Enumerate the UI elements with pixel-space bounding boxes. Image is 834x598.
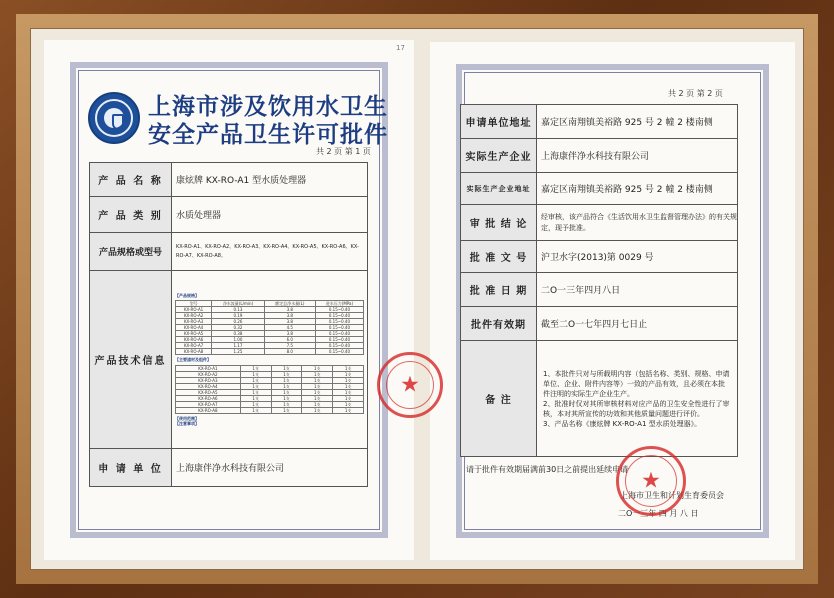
table-row: KX-RO-A1 0.13 3.8 0.15~0.40 (176, 307, 364, 313)
remark-item: 1、本批件只对与所载明内容（包括名称、类别、规格、申请单位、企业、附件内容等）一致的产品有效，且必须在本批件注明的实际生产企业生产。 (543, 369, 730, 398)
table-row: KX-RO-A7 1支 1支 1支 1支 (176, 401, 364, 407)
certificate-table-1 (89, 162, 368, 487)
row-label: 申 请 单 位 (90, 449, 172, 487)
table-row (461, 273, 738, 307)
remark-item: 3、产品名称《康炫牌 KX-RO-A1 型水质处理器》。 (543, 419, 702, 428)
table-row (90, 163, 368, 197)
table-row (461, 173, 738, 205)
document-title-line1: 上海市涉及饮用水卫生 (148, 93, 388, 120)
page-number-1: 共 2 页 第 1 页 (316, 147, 371, 156)
issue-date: 二O一三年 四 月 八 日 (618, 509, 699, 518)
table-row (461, 205, 738, 241)
official-seal-stamp: ★ (377, 352, 443, 418)
table-row: KX-RO-A3 1支 1支 1支 1支 (176, 377, 364, 383)
handwritten-note: 17 (396, 44, 405, 52)
row-label: 产 品 名 称 (90, 163, 172, 197)
row-label: 实际生产企业地址 (461, 173, 537, 205)
row-value: 康炫牌 KX-RO-A1 型水质处理器 (172, 163, 368, 197)
row-label: 备 注 (461, 341, 537, 457)
row-label: 申请单位地址 (461, 105, 537, 139)
row-label: 审 批 结 论 (461, 205, 537, 241)
row-value: 上海康伴净水科技有限公司 (172, 449, 368, 487)
tech-heading: 【注意事项】 (175, 421, 199, 426)
row-label: 批 准 日 期 (461, 273, 537, 307)
table-row: KX-RO-A4 0.32 4.5 0.15~0.40 (176, 325, 364, 331)
table-row: KX-RO-A6 1支 1支 1支 1支 (176, 395, 364, 401)
table-row: KX-RO-A4 1支 1支 1支 1支 (176, 383, 364, 389)
table-row (461, 139, 738, 173)
document-title-line2: 安全产品卫生许可批件 (148, 121, 388, 148)
tech-heading: 【使用范围】 (175, 415, 199, 421)
table-row: KX-RO-A1 1支 1支 1支 1支 (176, 365, 364, 371)
row-label: 实际生产企业 (461, 139, 537, 173)
row-label: 产品规格或型号 (90, 233, 172, 271)
row-value: 沪卫水字(2013)第 0029 号 (537, 241, 738, 273)
page-number-2: 共 2 页 第 2 页 (668, 89, 723, 98)
table-row: KX-RO-A2 0.19 3.8 0.15~0.40 (176, 313, 364, 319)
table-row (461, 341, 738, 457)
row-label: 批 准 文 号 (461, 241, 537, 273)
official-seal-stamp: ★ (616, 446, 686, 516)
row-value: 上海康伴净水科技有限公司 (537, 139, 738, 173)
health-commission-emblem-icon (88, 92, 140, 144)
row-value: KX-RO-A1、KX-RO-A2、KX-RO-A3、KX-RO-A4、KX-RO-A5、KX-RO-A6、KX-RO-A7、KX-RO-A8。 (172, 233, 368, 271)
table-row (461, 105, 738, 139)
table-row: KX-RO-A8 1支 1支 1支 1支 (176, 407, 364, 413)
table-row (461, 241, 738, 273)
row-value: 经审核，该产品符合《生活饮用水卫生监督管理办法》的有关规定，现予批准。 (537, 205, 738, 241)
table-row (90, 197, 368, 233)
table-row: KX-RO-A3 0.26 3.8 0.15~0.40 (176, 319, 364, 325)
table-row: KX-RO-A8 1.25 8.0 0.15~0.40 (176, 349, 364, 355)
remark-item: 2、批准时仅对其所审核材料对应产品的卫生安全性进行了审核，本对其所宣传的功效和其他质量问题进行评价。 (543, 399, 730, 418)
tech-info-cell (172, 271, 368, 449)
table-row: 型号 净水流量(L/min) 额定总净水量(L) 进水压力(MPa) (176, 301, 364, 307)
row-value: 二O一三年四月八日 (537, 273, 738, 307)
row-label: 产 品 类 别 (90, 197, 172, 233)
remarks-cell (537, 341, 738, 457)
components-table (175, 365, 364, 414)
table-row (90, 233, 368, 271)
tech-heading: 【主要滤材及组件】 (175, 357, 211, 362)
table-row: KX-RO-A5 1支 1支 1支 1支 (176, 389, 364, 395)
spec-table (175, 300, 364, 355)
certificate-table-2 (460, 104, 738, 457)
table-row: KX-RO-A6 1.00 6.0 0.15~0.40 (176, 337, 364, 343)
renewal-note: 请于批件有效期届满前30日之前提出延续申请 (466, 465, 629, 474)
row-value: 截至二O一七年四月七日止 (537, 307, 738, 341)
table-row: KX-RO-A7 1.17 7.5 0.15~0.40 (176, 343, 364, 349)
row-value: 水质处理器 (172, 197, 368, 233)
table-row: KX-RO-A2 1支 1支 1支 1支 (176, 371, 364, 377)
row-label: 产品技术信息 (90, 271, 172, 449)
table-row (90, 449, 368, 487)
table-row (461, 307, 738, 341)
row-value: 嘉定区南翔镇美裕路 925 号 2 幢 2 楼南侧 (537, 173, 738, 205)
tech-heading: 【产品规格】 (175, 292, 199, 298)
row-label: 批件有效期 (461, 307, 537, 341)
row-value: 嘉定区南翔镇美裕路 925 号 2 幢 2 楼南侧 (537, 105, 738, 139)
table-row (90, 271, 368, 449)
issuing-authority: 上海市卫生和计划生育委员会 (620, 491, 724, 500)
table-row: KX-RO-A5 0.38 3.8 0.15~0.40 (176, 331, 364, 337)
